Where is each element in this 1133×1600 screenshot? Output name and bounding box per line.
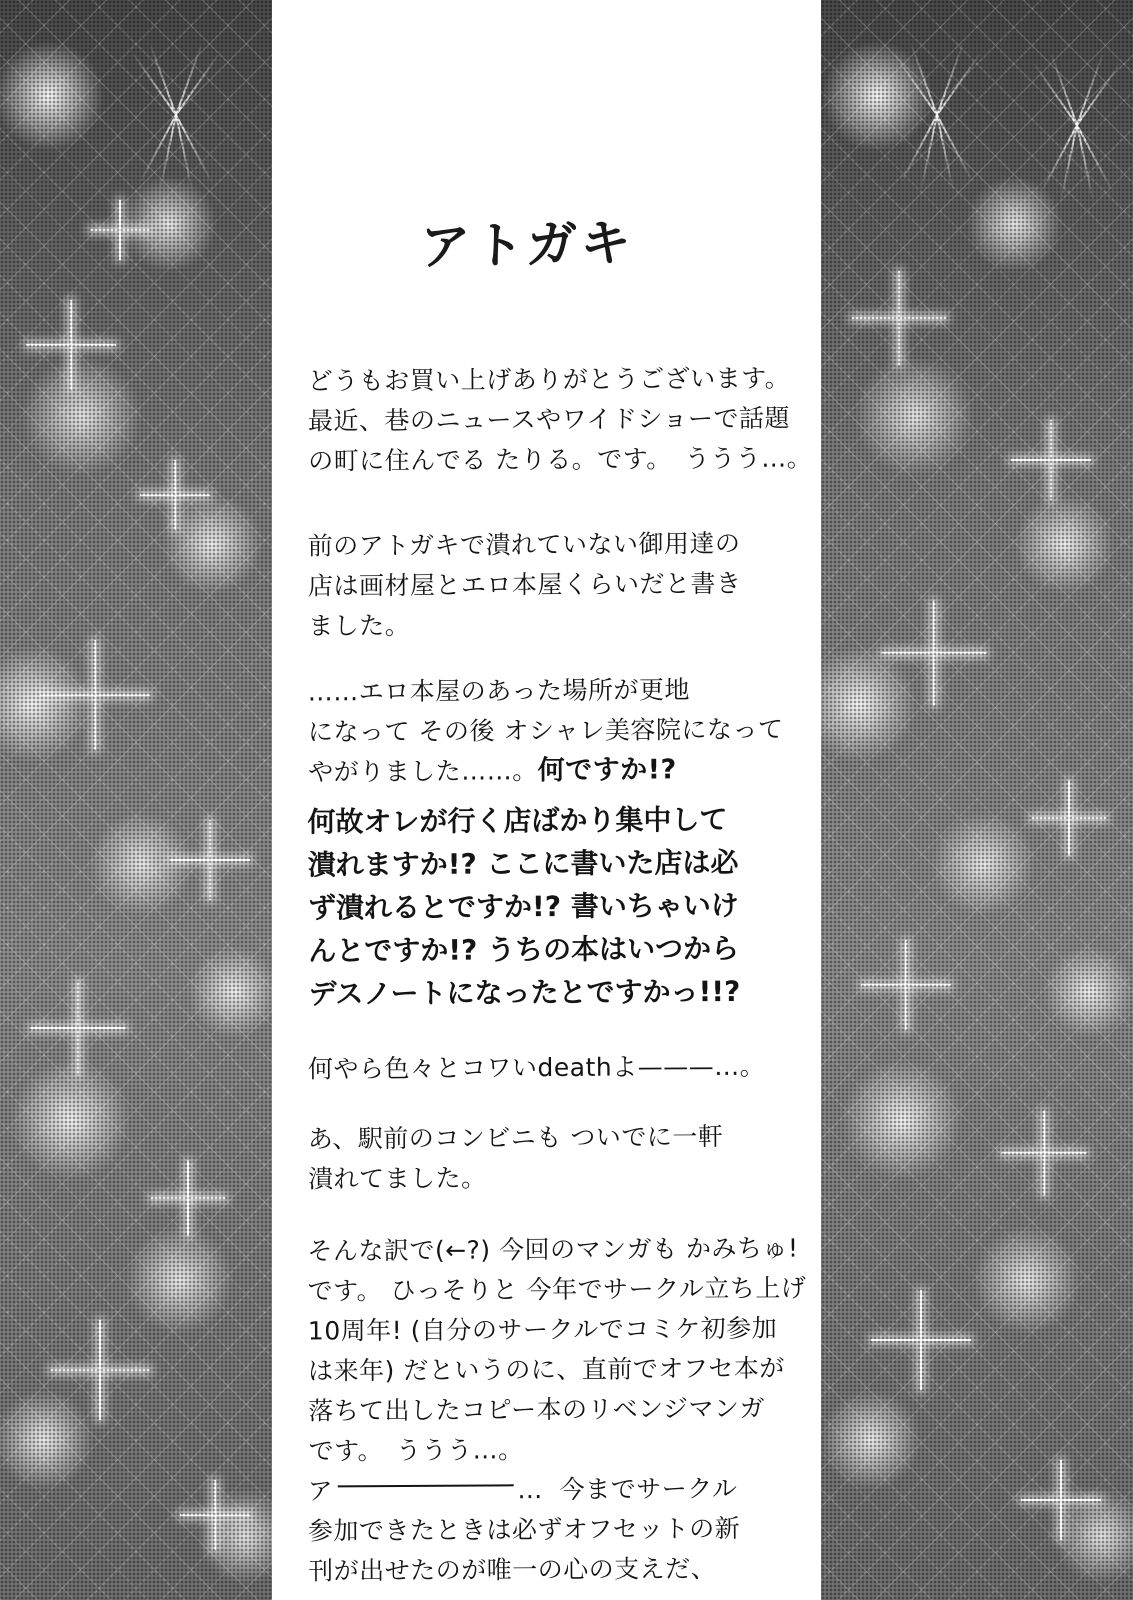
- left-sparkle-panel: [0, 0, 272, 1600]
- text-line: んとですか!? うちの本はいつから: [308, 931, 740, 968]
- text-line: 潰れますか!? ここに書いた店は必: [307, 845, 739, 882]
- text-line: 10周年! (自分のサークルでコミケ初参加: [307, 1313, 778, 1346]
- page-title: アトガキ: [418, 213, 636, 277]
- text-line: ……エロ本屋のあった場所が更地: [307, 675, 691, 707]
- text-line: 店は画材屋とエロ本屋くらいだと書き: [307, 568, 742, 601]
- right-sparkle-panel: [821, 0, 1133, 1600]
- handwritten-dash: [337, 1484, 513, 1487]
- afterword-block-circle: [308, 1230, 813, 1600]
- sparkle-star-icon: [1031, 780, 1106, 855]
- sparkle-star-icon: [40, 640, 150, 750]
- text-line: やがりました……。: [308, 756, 538, 787]
- text-line: の町に住んでる たりる。です。 ううう…。: [308, 443, 813, 476]
- afterword-block-main: [308, 525, 813, 1224]
- text-line: 今までサークル: [559, 1473, 738, 1505]
- paragraph: [308, 358, 814, 481]
- text-line: です。 ひっそりと 今年でサークル立ち上げ: [307, 1273, 807, 1306]
- afterword-text-column: [272, 0, 821, 1600]
- text-line: ア: [307, 1476, 334, 1506]
- text-line: 何やら色々とコワいdeathよ———…。: [307, 1051, 766, 1084]
- text-line: 参加できたときは必ずオフセットの新: [307, 1513, 741, 1546]
- sparkle-star-icon: [861, 940, 951, 1030]
- text-line: デスノートになったとですかっ!!?: [308, 974, 741, 1011]
- sparkle-star-icon: [881, 600, 986, 705]
- paragraph: [308, 669, 814, 792]
- text-line: ず潰れるとですか!? 書いちゃいけ: [307, 888, 739, 925]
- sparkle-star-icon: [1001, 1110, 1086, 1195]
- text-line: …: [517, 1475, 543, 1505]
- sparkle-burst-icon: [881, 40, 991, 190]
- sparkle-star-icon: [150, 1160, 225, 1235]
- text-line: 最近、巷のニュースやワイドショーで話題: [307, 403, 791, 436]
- sparkle-burst-icon: [120, 40, 230, 190]
- text-line: 何故オレが行く店ばかり集中して: [307, 802, 728, 839]
- sparkle-star-icon: [1021, 1460, 1101, 1540]
- sparkle-star-icon: [30, 980, 125, 1075]
- text-line: そんな訳で(←?) 今回のマンガも かみちゅ!: [307, 1233, 799, 1266]
- text-emphasis: 何ですか!?: [537, 754, 677, 787]
- text-line: 落ちて出したコピー本のリベンジマンガ: [308, 1393, 766, 1426]
- paragraph: [308, 1116, 813, 1199]
- afterword-block-greeting: [308, 360, 813, 506]
- text-line: 潰れてました。: [308, 1163, 487, 1194]
- text-line: は来年) だというのに、直前でオフセ本が: [308, 1353, 785, 1386]
- text-line: ました。: [308, 610, 411, 641]
- sparkle-star-icon: [851, 270, 946, 365]
- text-line: あ、駅前のコンビニも ついでに一軒: [307, 1122, 724, 1154]
- paragraph: [307, 1228, 813, 1471]
- text-line: 刊が出せたのが唯一の心の支えだ、: [308, 1554, 717, 1586]
- paragraph: [308, 523, 814, 646]
- sparkle-star-icon: [180, 1480, 250, 1550]
- sparkle-star-icon: [1011, 420, 1091, 500]
- paragraph-emphasized: [307, 797, 813, 1015]
- paragraph: [308, 1046, 813, 1089]
- sparkle-star-icon: [140, 460, 210, 530]
- text-line: です。 ううう…。: [308, 1435, 524, 1466]
- sparkle-star-icon: [26, 300, 116, 390]
- sparkle-star-icon: [50, 1320, 150, 1420]
- text-line: になって その後 オシャレ美容院になって: [307, 714, 784, 747]
- sparkle-star-icon: [90, 200, 150, 260]
- text-line: 前のアトガキで潰れていない御用達の: [307, 528, 741, 561]
- sparkle-star-icon: [170, 820, 250, 900]
- text-line: どうもお買い上げありがとうございます。: [307, 363, 791, 396]
- paragraph-trailing: [308, 1468, 814, 1591]
- sparkle-burst-icon: [1021, 50, 1131, 200]
- sparkle-star-icon: [871, 1290, 971, 1390]
